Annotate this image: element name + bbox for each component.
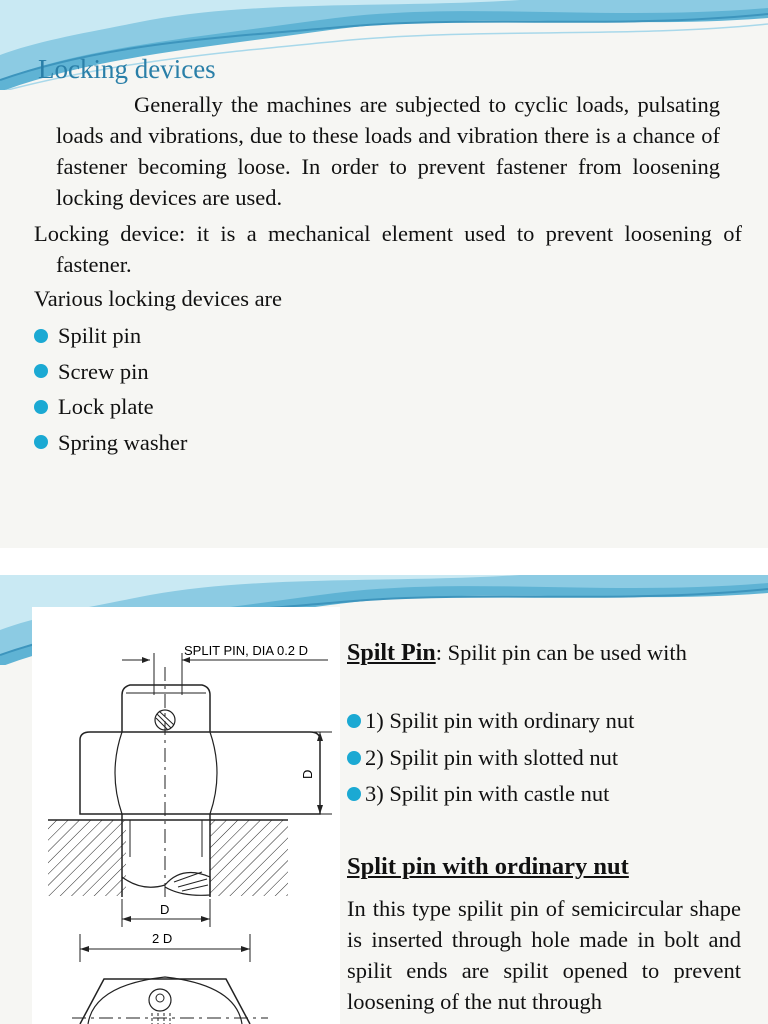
list-item: Lock plate: [34, 389, 187, 425]
bullet-icon: [34, 400, 48, 414]
list-intro: Various locking devices are: [34, 286, 283, 311]
bullet-icon: [34, 435, 48, 449]
dim-d-vertical: D: [300, 769, 315, 779]
split-pin-intro: Spilt Pin: Spilit pin can be used with: [347, 640, 687, 666]
bullet-icon: [347, 714, 361, 728]
split-pin-heading: Spilt Pin: [347, 640, 436, 666]
bullet-icon: [34, 364, 48, 378]
bullet-icon: [347, 787, 361, 801]
section-heading: Split pin with ordinary nut: [347, 853, 629, 880]
split-pin-drawing: [32, 607, 340, 1024]
slide-separator: [0, 548, 768, 575]
list-item: Screw pin: [34, 354, 187, 390]
section-paragraph: In this type spilit pin of semicircular shape is inserted through hole made in bolt and spilit ends are spilit opened to prevent loosening of the nut through: [347, 896, 741, 1014]
slide-title: Locking devices: [38, 54, 216, 84]
dim-2d: 2 D: [152, 931, 173, 946]
definition-paragraph: Locking device: it is a mechanical element used to prevent loosening of fastener.: [34, 221, 742, 277]
slide-2: [0, 575, 768, 1024]
dim-d-horizontal: D: [160, 902, 170, 917]
split-pin-label: SPLIT PIN, DIA 0.2 D: [184, 643, 309, 658]
list-item: 3) Spilit pin with castle nut: [347, 776, 634, 813]
list-item: 1) Spilit pin with ordinary nut: [347, 703, 634, 740]
list-item: Spilit pin: [34, 318, 187, 354]
split-pin-types-list: [347, 703, 634, 813]
bullet-icon: [347, 751, 361, 765]
list-item: 2) Spilit pin with slotted nut: [347, 740, 634, 777]
list-item: Spring washer: [34, 425, 187, 461]
bullet-icon: [34, 329, 48, 343]
intro-paragraph: Generally the machines are subjected to cyclic loads, pulsating loads and vibrations, due to these loads and vibration there is a chance of fastener becoming loose. In order to prevent fastener from loosening locking devices are used.: [56, 92, 720, 210]
locking-devices-list: [34, 318, 187, 460]
